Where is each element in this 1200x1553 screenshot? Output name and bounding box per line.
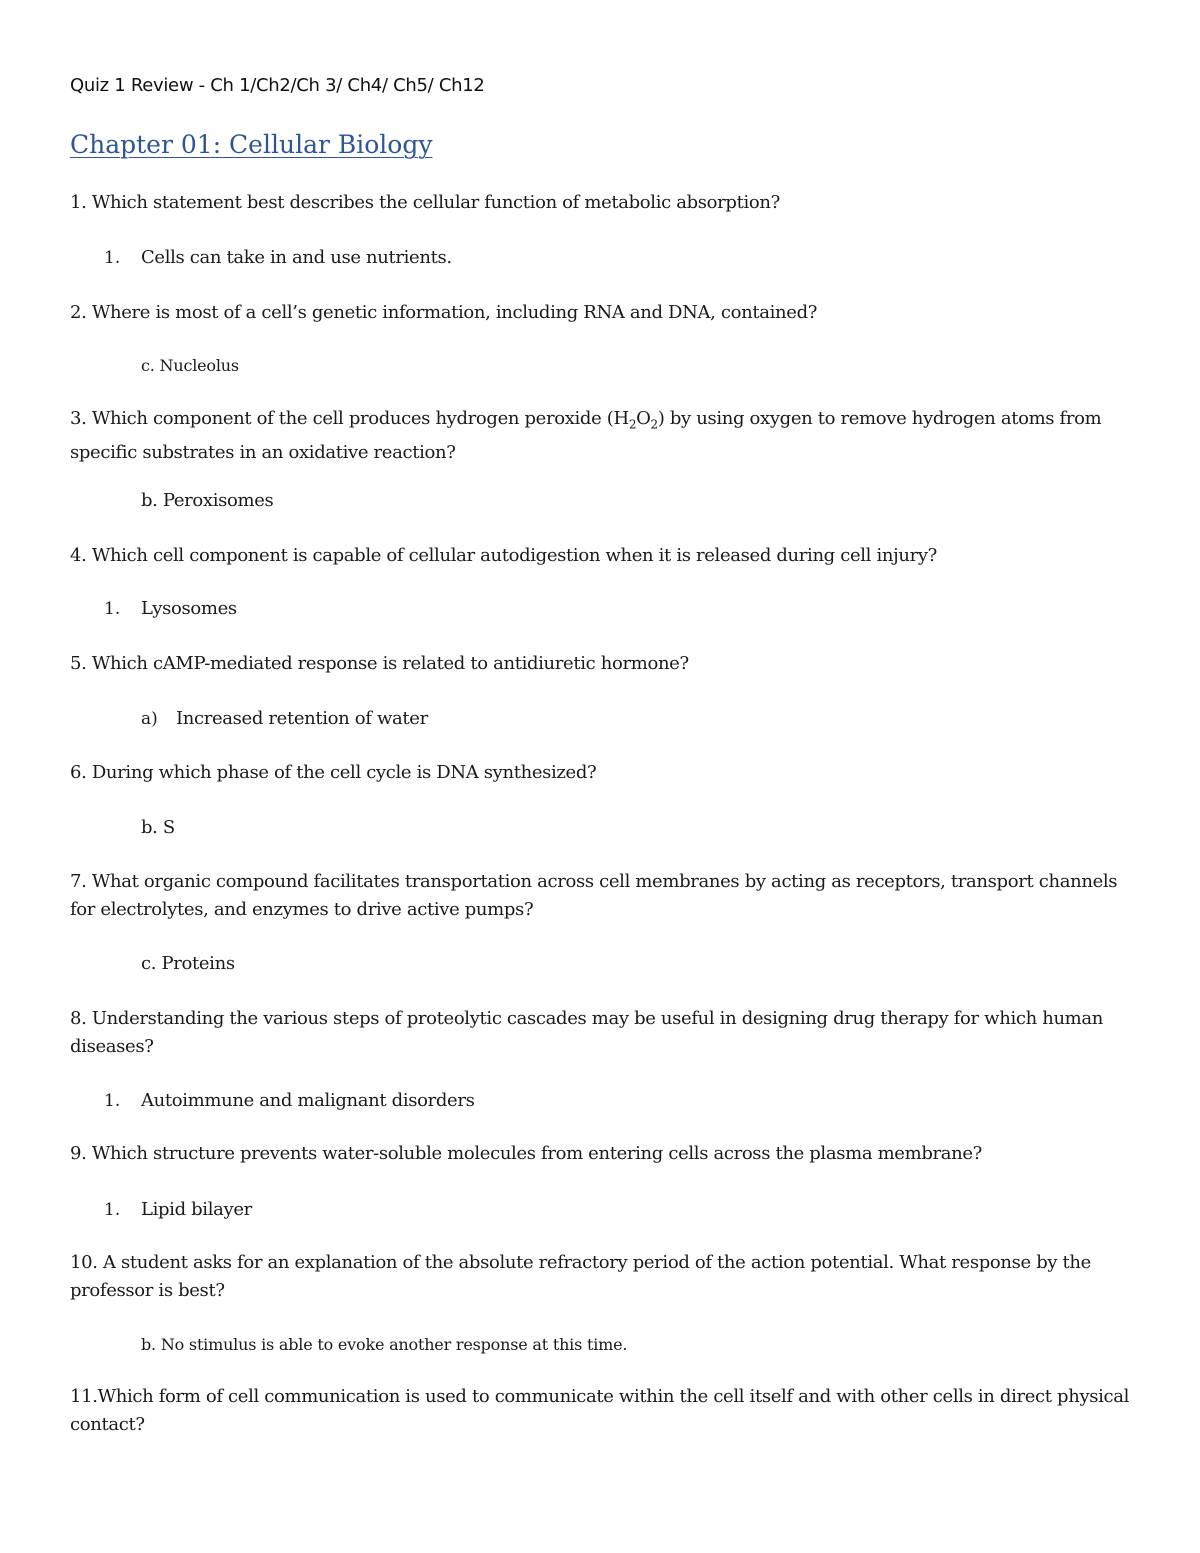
question-3-text-b: O bbox=[636, 408, 651, 429]
question-4: 4. Which cell component is capable of cellular autodigestion when it is released during cell injury? bbox=[70, 545, 937, 566]
question-6: 6. During which phase of the cell cycle is DNA synthesized? bbox=[70, 762, 597, 783]
answer-5: Increased retention of water bbox=[176, 708, 428, 729]
subscript-2: 2 bbox=[628, 417, 637, 432]
question-11: 11.Which form of cell communication is used to communicate within the cell itself and with other cells in direct physical contact? bbox=[70, 1386, 1130, 1435]
answer-4: Lysosomes bbox=[141, 598, 237, 619]
answer-9: Lipid bilayer bbox=[141, 1199, 252, 1220]
answer-6: b. S bbox=[141, 817, 175, 838]
question-3 bbox=[70, 405, 1140, 467]
question-7: 7. What organic compound facilitates transportation across cell membranes by acting as receptors, transport channels for electrolytes, and enzymes to drive active pumps? bbox=[70, 871, 1118, 920]
chapter-title: Chapter 01: Cellular Biology bbox=[70, 130, 433, 159]
question-3-text-c: ) by using oxygen to remove hydrogen atoms from specific substrates in an oxidative reaction? bbox=[70, 408, 1102, 463]
answer-1: Cells can take in and use nutrients. bbox=[141, 247, 452, 268]
answer-2: c. Nucleolus bbox=[141, 356, 239, 375]
answer-8: Autoimmune and malignant disorders bbox=[141, 1090, 475, 1111]
question-2: 2. Where is most of a cell’s genetic information, including RNA and DNA, contained? bbox=[70, 302, 818, 323]
question-1: 1. Which statement best describes the cellular function of metabolic absorption? bbox=[70, 192, 780, 213]
answer-8-marker: 1. bbox=[104, 1091, 121, 1111]
answer-10: b. No stimulus is able to evoke another response at this time. bbox=[141, 1335, 628, 1354]
answer-4-marker: 1. bbox=[104, 599, 121, 619]
question-10: 10. A student asks for an explanation of the absolute refractory period of the action potential. What response by the professor is best? bbox=[70, 1252, 1091, 1301]
subscript-2: 2 bbox=[650, 417, 658, 432]
question-8: 8. Understanding the various steps of proteolytic cascades may be useful in designing drug therapy for which human diseases? bbox=[70, 1008, 1104, 1057]
answer-7: c. Proteins bbox=[141, 953, 235, 974]
answer-3: b. Peroxisomes bbox=[141, 490, 274, 511]
answer-5-marker: a) bbox=[141, 709, 158, 729]
answer-1-marker: 1. bbox=[104, 248, 121, 268]
question-3-text-a: 3. Which component of the cell produces hydrogen peroxide (H bbox=[70, 408, 629, 429]
question-5: 5. Which cAMP-mediated response is related to antidiuretic hormone? bbox=[70, 653, 689, 674]
answer-9-marker: 1. bbox=[104, 1200, 121, 1220]
page-header: Quiz 1 Review - Ch 1/Ch2/Ch 3/ Ch4/ Ch5/ Ch12 bbox=[70, 75, 485, 96]
question-9: 9. Which structure prevents water-soluble molecules from entering cells across the plasma membrane? bbox=[70, 1143, 982, 1164]
